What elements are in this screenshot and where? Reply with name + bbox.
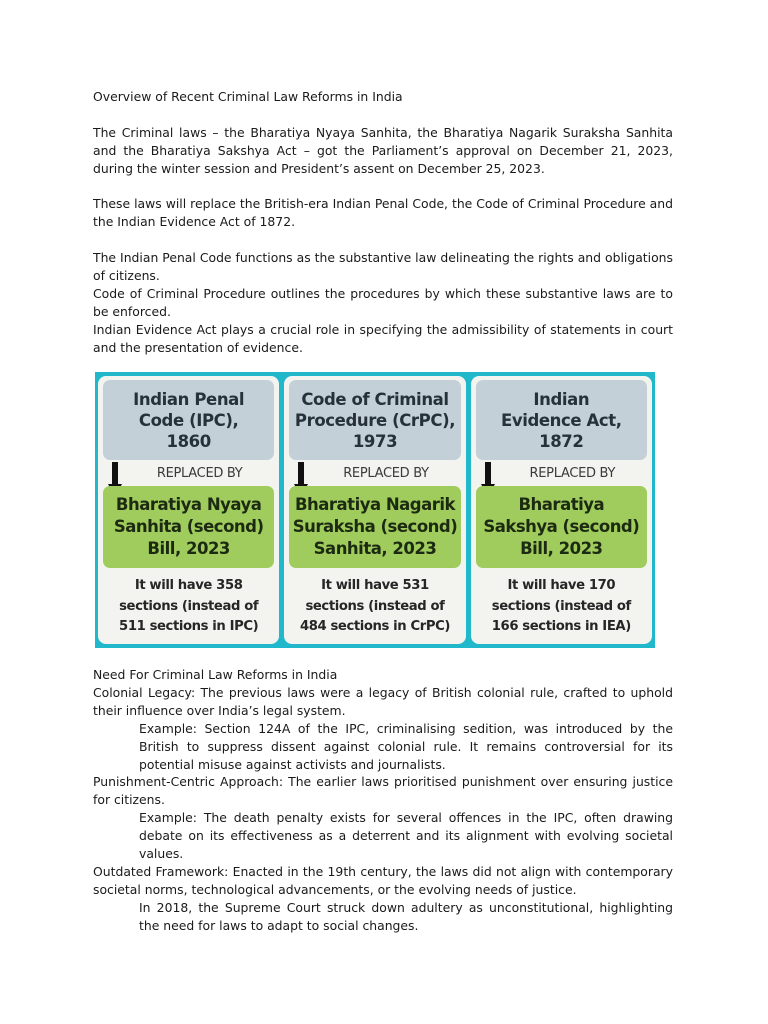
intro-section <box>93 88 673 357</box>
paragraph-outdated-framework: Outdated Framework: Enacted in the 19th century, the laws did not align with contemporary societal norms, technological advancements, or the evolving needs of justice. <box>93 863 673 897</box>
sections-line: It will have 170 <box>507 578 616 593</box>
sections-line: 511 sections in IPC) <box>119 619 259 634</box>
new-law-box <box>476 486 647 568</box>
old-law-box <box>289 380 460 460</box>
replaced-by-label: REPLACED BY <box>529 466 616 481</box>
sections-line: 484 sections in CrPC) <box>299 619 451 634</box>
old-law-line: Evidence Act, <box>500 410 622 430</box>
sections-line: It will have 531 <box>321 578 429 593</box>
paragraph-punishment-centric: Punishment-Centric Approach: The earlier laws prioritised punishment over ensuring justice for citizens. <box>93 774 673 808</box>
infographic-column-iea <box>471 376 652 644</box>
old-law-line: 1973 <box>352 431 398 451</box>
example-adultery: In 2018, the Supreme Court struck down adultery as unconstitutional, highlighting the need for laws to adapt to social changes. <box>139 899 673 933</box>
paragraph-replacement: These laws will replace the British-era Indian Penal Code, the Code of Criminal Procedure and the Indian Evidence Act of 1872. <box>93 196 673 230</box>
old-law-line: Indian <box>533 389 590 409</box>
old-law-line: Code (IPC), <box>138 410 239 430</box>
old-law-line: 1860 <box>166 431 211 451</box>
example-sedition: Example: Section 124A of the IPC, criminalising sedition, was introduced by the British to suppress dissent against colonial rule. It remains controversial for its potential misuse against activists and journalists. <box>139 720 673 772</box>
new-law-line: Sanhita (second) <box>113 517 264 536</box>
paragraph-crpc: Code of Criminal Procedure outlines the procedures by which these substantive laws are to be enforced. <box>93 285 673 319</box>
new-law-box <box>103 486 274 568</box>
infographic-column-crpc <box>284 376 465 644</box>
sections-line: sections (instead of <box>491 598 631 614</box>
paragraph-iea: Indian Evidence Act plays a crucial role in specifying the admissibility of statements in court and the presentation of evidence. <box>93 321 673 355</box>
old-law-box <box>476 380 647 460</box>
new-law-box <box>289 486 460 568</box>
paragraph-ipc: The Indian Penal Code functions as the substantive law delineating the rights and obligations of citizens. <box>93 250 673 284</box>
document-title: Overview of Recent Criminal Law Reforms in India <box>93 89 403 104</box>
new-law-line: Bharatiya <box>518 495 605 514</box>
sections-line: It will have 358 <box>134 578 243 593</box>
paragraph-colonial-legacy: Colonial Legacy: The previous laws were a legacy of British colonial rule, crafted to uphold their influence over India’s legal system. <box>93 684 673 718</box>
paragraph-approval: The Criminal laws – the Bharatiya Nyaya Sanhita, the Bharatiya Nagarik Suraksha Sanhita and the Bharatiya Sakshya Act – got the Parliament’s approval on December 21, 2023, during the winter session and President’s assent on December 25, 2023. <box>93 124 673 176</box>
sections-note <box>102 576 275 638</box>
new-law-line: Sakshya (second) <box>483 517 640 536</box>
new-law-line: Bill, 2023 <box>147 539 230 558</box>
infographic-column-ipc <box>98 376 279 644</box>
old-law-line: Procedure (CrPC), <box>294 410 456 430</box>
replaced-by-label: REPLACED BY <box>343 466 429 481</box>
need-section <box>93 666 673 935</box>
old-law-line: 1872 <box>539 431 584 451</box>
law-replacement-infographic <box>95 372 655 648</box>
section-heading: Need For Criminal Law Reforms in India <box>93 667 338 682</box>
new-law-line: Bill, 2023 <box>520 539 603 558</box>
new-law-line: Bharatiya Nagarik <box>294 495 456 514</box>
sections-line: sections (instead of <box>305 598 445 614</box>
replaced-by-label: REPLACED BY <box>156 466 243 481</box>
sections-note <box>288 576 461 638</box>
example-death-penalty: Example: The death penalty exists for several offences in the IPC, often drawing debate on its effectiveness as a deterrent and its alignment with evolving societal values. <box>139 810 673 862</box>
old-law-line: Indian Penal <box>133 389 245 409</box>
new-law-line: Sanhita, 2023 <box>313 539 437 558</box>
sections-line: sections (instead of <box>119 598 259 614</box>
old-law-box <box>103 380 274 460</box>
old-law-line: Code of Criminal <box>301 389 449 409</box>
new-law-line: Suraksha (second) <box>292 517 458 536</box>
new-law-line: Bharatiya Nyaya <box>115 495 262 514</box>
sections-note <box>475 576 648 638</box>
sections-line: 166 sections in IEA) <box>491 619 631 634</box>
